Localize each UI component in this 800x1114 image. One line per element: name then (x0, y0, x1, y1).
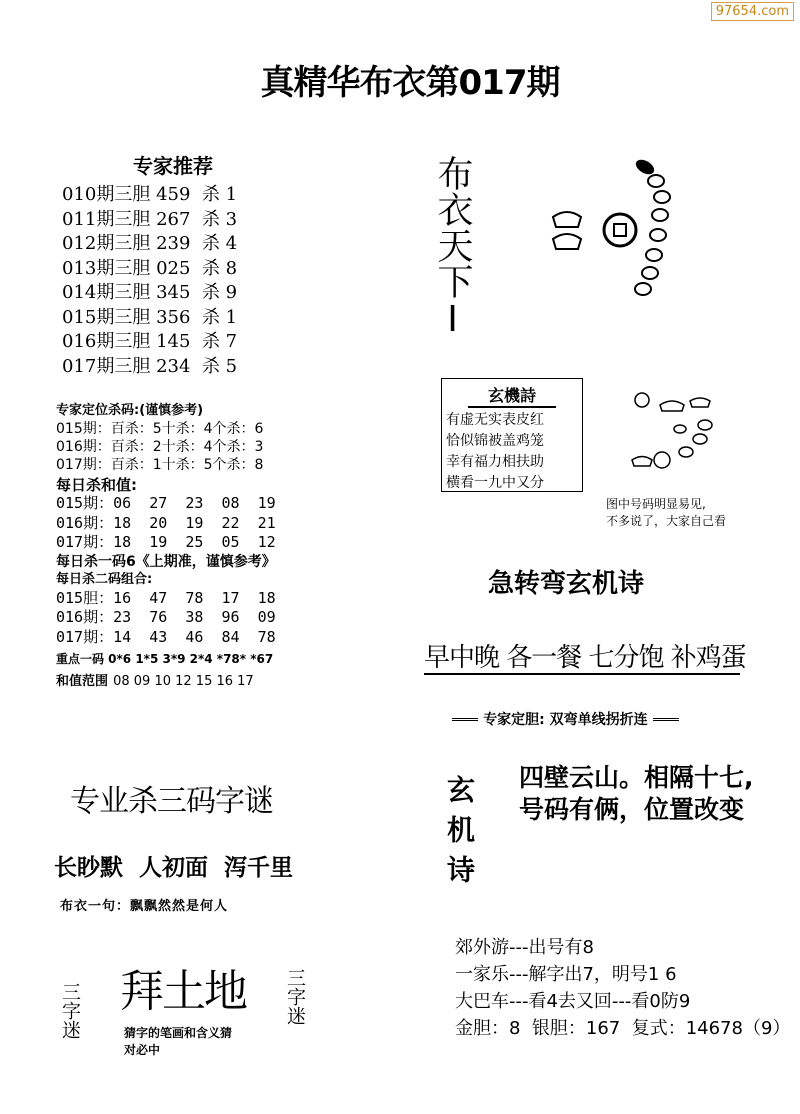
shama-zimi-heading: 专业杀三码字谜 (70, 784, 273, 819)
number-picture (620, 385, 730, 480)
erma-heading: 每日杀二码组合: (56, 571, 153, 587)
erma-row: 015胆：16 47 78 17 18 (56, 588, 276, 607)
hezhi-heading: 每日杀和值: (56, 476, 137, 494)
guess-note-line: 对必中 (124, 1043, 161, 1057)
poem-line: 恰似锦被盖鸡笼 (446, 433, 544, 449)
jizhuan-heading: 急转弯玄机诗 (488, 569, 645, 599)
hezhi-range-label: 和值范围 (56, 674, 109, 689)
sha-yima: 每日杀一码6《上期准，谨慎参考》 (56, 553, 276, 570)
buyi-yiju: 布衣一句：飘飘然然是何人 (60, 899, 229, 914)
guess-note (124, 1025, 232, 1059)
xuanji-vertical: 玄机诗 (443, 775, 476, 895)
clue-line: 大巴车---看4去又回---看0防9 (455, 991, 691, 1012)
summary-line: 金胆：8 银胆：167 复式：14678（9） (455, 1018, 791, 1039)
expert-row: 014期三胆 345 杀 9 (62, 282, 238, 303)
underline-divider (424, 673, 740, 675)
clue-line: 郊外游---出号有8 (455, 937, 594, 958)
sanzi-right: 三字迷 (284, 968, 306, 1025)
hezhi-row: 016期：18 20 19 22 21 (56, 513, 276, 532)
zhongdian-yima: 重点一码 0*6 1*5 3*9 2*4 *78* *67 (56, 652, 274, 666)
guess-note-line: 猜字的笔画和含义猜 (124, 1026, 233, 1040)
poem2-line: 四壁云山。相隔十七, (519, 763, 754, 792)
bai-tu-di: 拜土地 (120, 966, 246, 1017)
xuanji-poem-heading: 玄機詩 (468, 383, 556, 408)
expert-row: 017期三胆 234 杀 5 (62, 355, 238, 377)
hezhi-range (56, 670, 324, 691)
expert-row: 010期三胆 459 杀 1 (62, 184, 238, 205)
expert-list (62, 183, 237, 379)
zhuanjia-dingdan-row (452, 709, 679, 729)
poem-line: 幸有福力相扶助 (446, 454, 544, 470)
hint-line: 图中号码明显易见, (606, 497, 706, 511)
hint-line: 不多说了，大家自己看 (606, 514, 727, 528)
poem2 (519, 762, 754, 826)
left-bar (452, 718, 478, 721)
expert-heading: 专家推荐 (133, 154, 213, 178)
hezhi-row: 015期：06 27 23 08 19 (56, 494, 276, 512)
erma-row: 017期：14 43 46 84 78 (56, 627, 276, 646)
site-watermark: 97654.com (711, 2, 794, 21)
dingwei-block (56, 402, 324, 691)
buyi-tianxia: 布衣天下I (432, 155, 473, 340)
dingwei-row: 016期：百杀：2十杀：4个杀：3 (56, 439, 264, 455)
dingwei-row: 017期：百杀：1十杀：5个杀：8 (56, 457, 264, 473)
hezhi-range-values: 08 09 10 12 15 16 17 (113, 674, 254, 689)
dingwei-heading: 专家定位杀码:(谨慎参考) (56, 403, 204, 418)
xuanji-poem-box (441, 378, 583, 492)
erma-row: 016期：23 76 38 96 09 (56, 608, 276, 626)
poem-line: 横看一九中又分 (446, 475, 544, 491)
hezhi-row: 017期：18 19 25 05 12 (56, 533, 276, 551)
zhuanjia-dingdan: 专家定胆: 双弯单线拐折连 (483, 712, 648, 728)
sanzi-left: 三字迷 (59, 982, 81, 1039)
poem2-line: 号码有俩，位置改变 (519, 795, 745, 824)
zaozhongwan-line: 早中晚 各一餐 七分饱 补鸡蛋 (424, 643, 746, 673)
expert-row: 012期三胆 239 杀 4 (62, 233, 238, 254)
poem-line: 有虚无实表皮红 (446, 412, 544, 428)
clue-line: 一家乐---解字出7，明号1 6 (455, 964, 677, 985)
zimi-line: 长眇默 人初面 泻千里 (54, 855, 294, 881)
clues (455, 934, 790, 1042)
coin-chain-illustration (548, 155, 678, 315)
right-bar (653, 718, 679, 721)
xuanji-poem-lines (442, 410, 582, 494)
dingwei-row: 015期：百杀：5十杀：4个杀：6 (56, 421, 264, 437)
expert-row: 011期三胆 267 杀 3 (62, 208, 238, 230)
expert-row: 013期三胆 025 杀 8 (62, 257, 238, 279)
expert-row: 015期三胆 356 杀 1 (62, 306, 238, 328)
expert-row: 016期三胆 145 杀 7 (62, 331, 238, 352)
picture-hint (606, 496, 726, 530)
page-title: 真精华布衣第017期 (260, 63, 560, 103)
